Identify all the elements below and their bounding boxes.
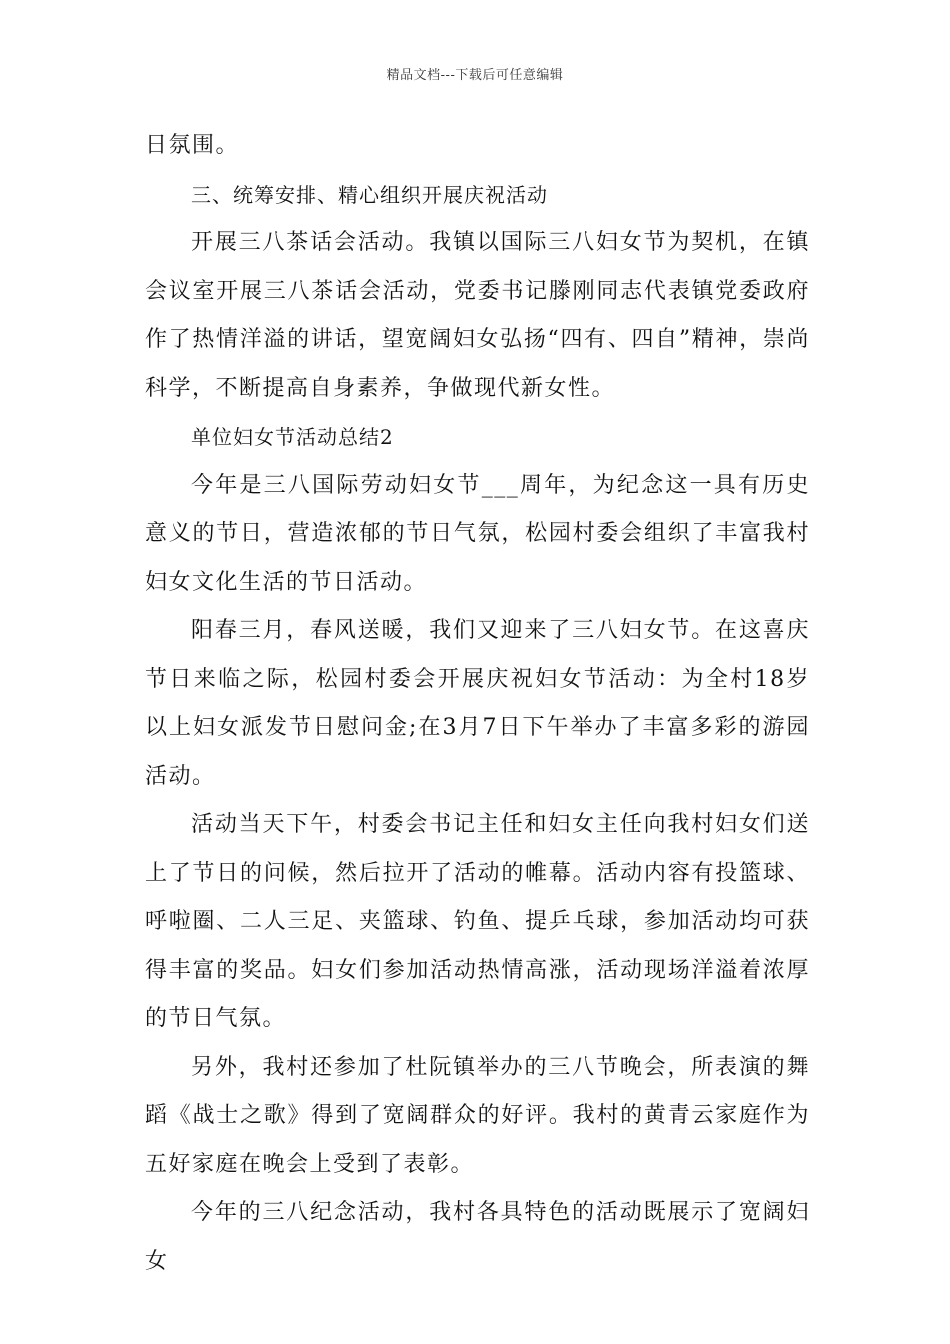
paragraph-closing-fragment: 日氛围。	[145, 133, 240, 158]
document-body	[145, 122, 810, 1286]
paragraph-tea-party: 开展三八茶话会活动。我镇以国际三八妇女节为契机，在镇会议室开展三八茶话会活动，党委书记滕刚同志代表镇党委政府作了热情洋溢的讲话，望宽阔妇女弘扬“四有、四自”精神，崇尚科学，不断提高自身素养，争做现代新女性。	[145, 230, 810, 401]
paragraph-evening-gala: 另外，我村还参加了杜阮镇举办的三八节晚会，所表演的舞蹈《战士之歌》得到了宽阔群众的好评。我村的黄青云家庭作为五好家庭在晚会上受到了表彰。	[145, 1054, 810, 1177]
section-heading-3: 三、统筹安排、精心组织开展庆祝活动	[191, 182, 548, 207]
section-title-summary-2: 单位妇女节活动总结2	[191, 425, 394, 449]
paragraph-activities: 活动当天下午，村委会书记主任和妇女主任向我村妇女们送上了节日的问候，然后拉开了活动的帷幕。活动内容有投篮球、呼啦圈、二人三足、夹篮球、钓鱼、提乒乓球，参加活动均可获得丰富的奖品。妇女们参加活动热情高涨，活动现场洋溢着浓厚的节日气氛。	[145, 812, 810, 1031]
page-header: 精品文档---下载后可任意编辑	[386, 68, 564, 83]
paragraph-anniversary: 今年是三八国际劳动妇女节___周年，为纪念这一具有历史意义的节日，营造浓郁的节日气氛，松园村委会组织了丰富我村妇女文化生活的节日活动。	[145, 472, 810, 595]
paragraph-spring: 阳春三月，春风送暖，我们又迎来了三八妇女节。在这喜庆节日来临之际，松园村委会开展庆祝妇女节活动：为全村18岁以上妇女派发节日慰问金;在3月7日下午举办了丰富多彩的游园活动。	[145, 618, 810, 789]
paragraph-conclusion: 今年的三八纪念活动，我村各具特色的活动既展示了宽阔妇女	[145, 1200, 810, 1274]
